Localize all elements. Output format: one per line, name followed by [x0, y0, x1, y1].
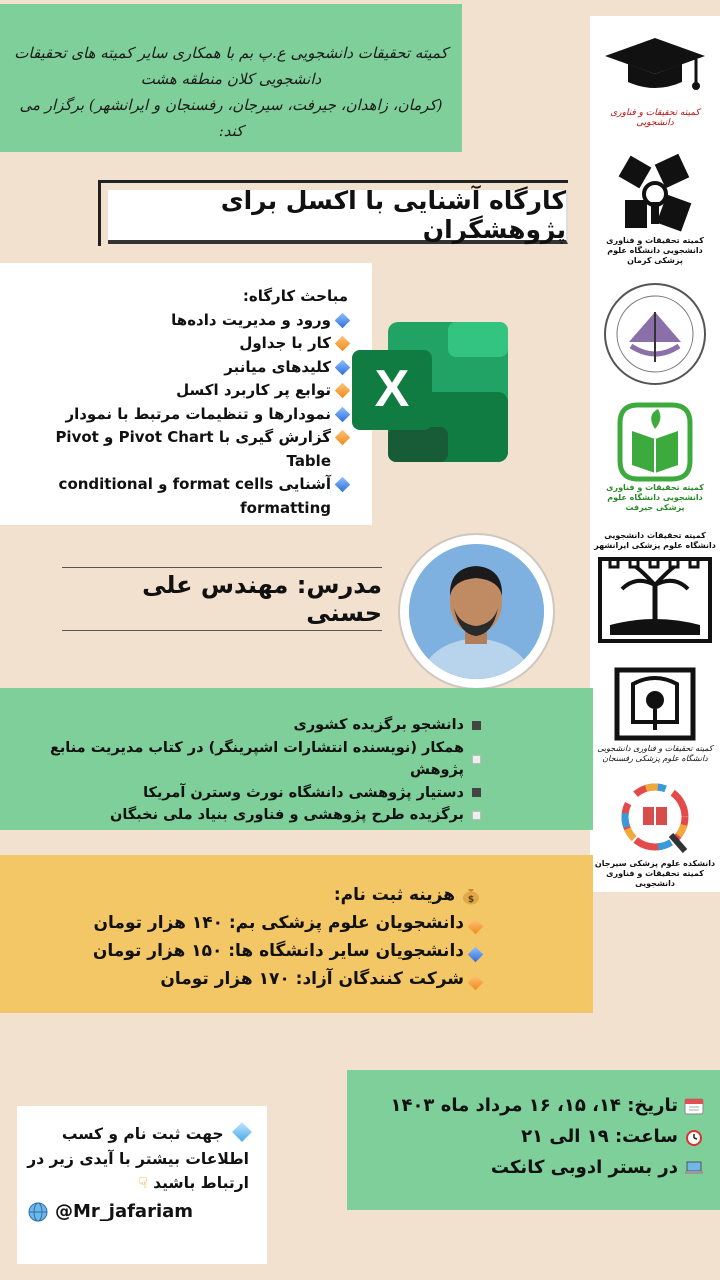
fee-panel — [0, 855, 593, 1013]
orange-diamond-icon — [335, 430, 351, 446]
header-banner — [0, 4, 462, 152]
logo-2-caption: کمیته تحقیقات و فناوری دانشجویی دانشگاه علوم پزشکی کرمان — [606, 236, 704, 265]
graduation-cap-icon — [600, 30, 710, 108]
credential-item: دانشجو برگزیده کشوری — [10, 714, 481, 737]
event-time: ساعت: ۱۹ الی ۲۱ — [521, 1126, 678, 1147]
logo-3 — [592, 278, 718, 390]
logo-6 — [592, 656, 718, 772]
fee-heading: هزینه ثبت نام: — [333, 885, 455, 905]
blue-diamond-icon — [335, 312, 351, 328]
person-icon — [409, 544, 544, 679]
workshop-title: کارگاه آشنایی با اکسل برای پژوهشگران — [108, 190, 568, 244]
credential-item: برگزیده طرح پژوهشی و فناوری بنیاد ملی نخبگان — [10, 804, 481, 827]
square-bullet-icon — [472, 811, 481, 820]
calendar-icon — [684, 1097, 704, 1115]
fee-heading-row — [10, 881, 481, 909]
orange-diamond-icon — [468, 918, 484, 934]
logo-1-caption: کمیته تحقیقات و فناوری دانشجویی — [610, 108, 700, 128]
orange-diamond-icon — [335, 383, 351, 399]
excel-letter: X — [374, 360, 410, 418]
logo-5 — [592, 524, 718, 652]
topics-heading: مباحث کارگاه: — [242, 287, 348, 305]
fee-item: شرکت کنندگان آزاد: ۱۷۰ هزار تومان — [10, 965, 481, 993]
blue-diamond-icon — [335, 359, 351, 375]
credential-item: دستیار پژوهشی دانشگاه نورث وسترن آمریکا — [10, 782, 481, 805]
sirjan-colorful-icon — [615, 779, 695, 859]
fee-item: دانشجویان سایر دانشگاه ها: ۱۵۰ هزار تومان — [10, 937, 481, 965]
pointing-down-icon: ☟ — [138, 1174, 148, 1192]
platform-row — [357, 1152, 704, 1183]
teacher-name: مدرس: مهندس علی حسنی — [62, 567, 382, 631]
contact-card — [17, 1106, 267, 1264]
logo-5-caption: کمیته تحقیقات دانشجویی دانشگاه علوم پزشکی ایرانشهر — [594, 531, 716, 550]
time-row — [357, 1121, 704, 1152]
topic-item: نمودارها و تنظیمات مرتبط با نمودار — [14, 403, 348, 427]
contact-handle-row[interactable] — [27, 1200, 249, 1225]
credentials-list — [10, 714, 481, 827]
fee-item: دانشجویان علوم پزشکی بم: ۱۴۰ هزار تومان — [10, 909, 481, 937]
orange-diamond-icon — [468, 974, 484, 990]
event-date: تاریخ: ۱۴، ۱۵، ۱۶ مرداد ماه ۱۴۰۳ — [390, 1095, 678, 1116]
topic-item: توابع پر کاربرد اکسل — [14, 379, 348, 403]
blue-diamond-icon — [335, 477, 351, 493]
credential-item: همکار (نویسنده انتشارات اشپرینگر) در کتاب مدیریت منابع پژوهش — [10, 737, 481, 782]
topic-item: کلیدهای میانبر — [14, 356, 348, 380]
contact-text-block — [27, 1122, 249, 1196]
diamond-icon — [232, 1122, 252, 1142]
teacher-photo-frame — [398, 533, 555, 690]
contact-text: جهت ثبت نام و کسب اطلاعات بیشتر با آیدی زیر در ارتباط باشید — [27, 1125, 249, 1192]
topics-card — [0, 263, 372, 525]
logo-2 — [592, 144, 718, 274]
iranshahr-palm-icon — [596, 555, 714, 645]
jiroft-book-icon — [612, 401, 698, 483]
logo-4 — [592, 394, 718, 520]
event-details — [347, 1070, 720, 1210]
kerman-logo-icon — [615, 152, 695, 236]
topics-list — [14, 309, 348, 521]
globe-icon — [27, 1201, 49, 1223]
topic-item: ورود و مدیریت داده‌ها — [14, 309, 348, 333]
event-platform: در بستر ادوبی کانکت — [490, 1157, 678, 1178]
zahedan-seal-icon — [601, 282, 709, 386]
credentials-panel — [0, 688, 593, 830]
contact-handle[interactable]: @Mr_jafariam — [55, 1200, 194, 1222]
logo-1 — [592, 22, 718, 136]
topic-item: کار با جداول — [14, 332, 348, 356]
blue-diamond-icon — [468, 946, 484, 962]
fee-list — [10, 909, 481, 993]
topic-item: آشنایی format cells و conditional formatting — [14, 473, 348, 520]
logo-7 — [592, 776, 718, 892]
blue-diamond-icon — [335, 406, 351, 422]
rafsanjan-logo-icon — [607, 664, 703, 744]
teacher-photo — [409, 544, 544, 679]
header-line-1: کمیته تحقیقات دانشجویی ع.پ بم با همکاری سایر کمیته های تحقیقات دانشجویی کلان منطقه هشت — [14, 44, 448, 88]
square-bullet-icon — [472, 788, 481, 797]
svg-text:$: $ — [467, 895, 475, 905]
alarm-clock-icon — [684, 1128, 704, 1146]
logo-6-caption: کمیته تحقیقات و فناوری دانشجویی دانشگاه علوم پزشکی رفسنجان — [597, 744, 713, 763]
date-row — [357, 1090, 704, 1121]
money-bag-icon — [461, 885, 481, 905]
topic-item: گزارش گیری با Pivot Chart و Pivot Table — [14, 426, 348, 473]
excel-icon — [352, 322, 508, 462]
logos-column — [590, 16, 720, 892]
header-line-2: (کرمان، زاهدان، جیرفت، سیرجان، رفسنجان و ایرانشهر) برگزار می کند: — [19, 96, 443, 140]
square-bullet-icon — [472, 755, 481, 764]
laptop-icon — [684, 1159, 704, 1177]
square-bullet-icon — [472, 721, 481, 730]
logo-7-caption: دانشکده علوم پزشکی سیرجان کمیته تحقیقات و فناوری دانشجویی — [594, 859, 716, 888]
orange-diamond-icon — [335, 336, 351, 352]
logo-4-caption: کمیته تحقیقات و فناوری دانشجویی دانشگاه علوم پزشکی جیرفت — [606, 483, 704, 512]
